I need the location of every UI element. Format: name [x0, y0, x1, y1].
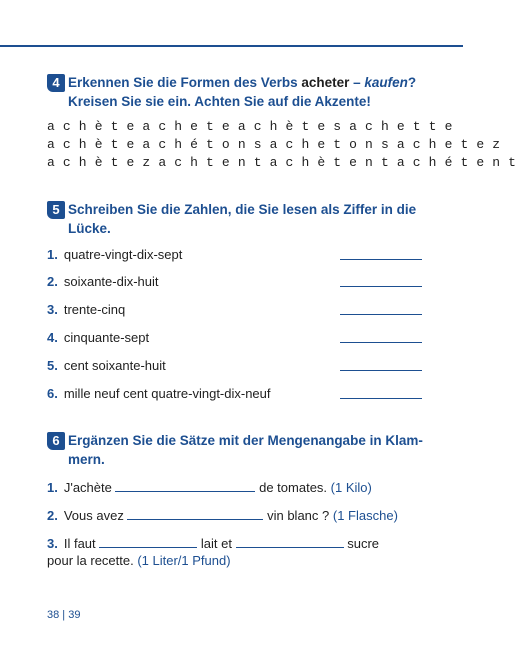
- top-rule: [0, 45, 463, 47]
- item-number: 5.: [47, 358, 58, 373]
- sentence-2: [47, 507, 398, 525]
- item-text: quatre-vingt-dix-sept: [63, 247, 183, 262]
- answer-blank-2[interactable]: [340, 286, 422, 287]
- item-text: soixante-dix-huit: [63, 274, 159, 289]
- letter-row-2[interactable]: a c h è t e a c h é t o n s a c h e t o n s a c h e t e z: [47, 137, 501, 152]
- number-item: [47, 329, 149, 347]
- sentence-text: sucre: [347, 536, 380, 551]
- sentence-1-blank[interactable]: [115, 479, 255, 492]
- sentence-1: [47, 479, 372, 497]
- ex4-translation: kaufen: [364, 75, 408, 90]
- item-number: 1.: [47, 247, 58, 262]
- sentence-text: Il faut: [63, 536, 96, 551]
- letter-row-1[interactable]: a c h è t e a c h e t e a c h è t e s a c h e t t e: [47, 119, 453, 134]
- number-item: [47, 273, 159, 291]
- ex4-question-mark: ?: [407, 75, 417, 90]
- number-item: [47, 301, 125, 319]
- item-number: 2.: [47, 274, 58, 289]
- number-item: [47, 385, 271, 403]
- ex4-dash: –: [349, 75, 365, 90]
- answer-blank-4[interactable]: [340, 342, 422, 343]
- item-text: mille neuf cent quatre-vingt-dix-neuf: [63, 386, 271, 401]
- answer-blank-3[interactable]: [340, 314, 422, 315]
- exercise-6-instruction: [68, 431, 428, 469]
- sentence-2-blank[interactable]: [127, 507, 263, 520]
- exercise-4-instruction: [68, 73, 428, 111]
- sentence-text: vin blanc ?: [267, 508, 330, 523]
- item-number: 2.: [47, 508, 58, 523]
- sentence-2-hint: (1 Flasche): [332, 508, 398, 523]
- sentence-3-continued: [47, 552, 231, 570]
- item-number: 3.: [47, 302, 58, 317]
- exercise-4-badge: 4: [47, 74, 65, 92]
- letter-row-3[interactable]: a c h è t e z a c h t e n t a c h è t e n t a c h é t e n t: [47, 155, 516, 170]
- ex6-instruction-line1: Ergänzen Sie die Sätze mit der Mengenangabe in Klam-: [68, 433, 423, 448]
- sentence-text: Vous avez: [63, 508, 124, 523]
- sentence-3: [47, 535, 379, 553]
- item-text: trente-cinq: [63, 302, 126, 317]
- sentence-text: J'achète: [63, 480, 112, 495]
- item-number: 3.: [47, 536, 58, 551]
- sentence-3-blank-2[interactable]: [236, 535, 344, 548]
- sentence-text: pour la recette.: [47, 553, 134, 568]
- item-text: cent soixante-huit: [63, 358, 166, 373]
- sentence-text: de tomates.: [259, 480, 328, 495]
- answer-blank-1[interactable]: [340, 259, 422, 260]
- ex5-instruction-line2: Lücke.: [68, 221, 111, 236]
- ex4-instruction-line2: Kreisen Sie sie ein. Achten Sie auf die Akzente!: [68, 94, 371, 109]
- sentence-3-blank-1[interactable]: [99, 535, 197, 548]
- number-item: [47, 246, 182, 264]
- exercise-5-instruction: [68, 200, 428, 238]
- exercise-5-badge: 5: [47, 201, 65, 219]
- answer-blank-6[interactable]: [340, 398, 422, 399]
- ex4-verb: acheter: [301, 75, 350, 90]
- answer-blank-5[interactable]: [340, 370, 422, 371]
- item-number: 1.: [47, 480, 58, 495]
- item-number: 6.: [47, 386, 58, 401]
- item-number: 4.: [47, 330, 58, 345]
- ex5-instruction-line1: Schreiben Sie die Zahlen, die Sie lesen als Ziffer in die: [68, 202, 417, 217]
- page-number: 38 | 39: [47, 609, 81, 621]
- ex6-instruction-line2: mern.: [68, 452, 105, 467]
- sentence-1-hint: (1 Kilo): [330, 480, 372, 495]
- item-text: cinquante-sept: [63, 330, 150, 345]
- number-item: [47, 357, 166, 375]
- sentence-text: lait et: [200, 536, 232, 551]
- exercise-6-badge: 6: [47, 432, 65, 450]
- ex4-instruction-text: Erkennen Sie die Formen des Verbs: [68, 75, 302, 90]
- sentence-3-hint: (1 Liter/1 Pfund): [137, 553, 231, 568]
